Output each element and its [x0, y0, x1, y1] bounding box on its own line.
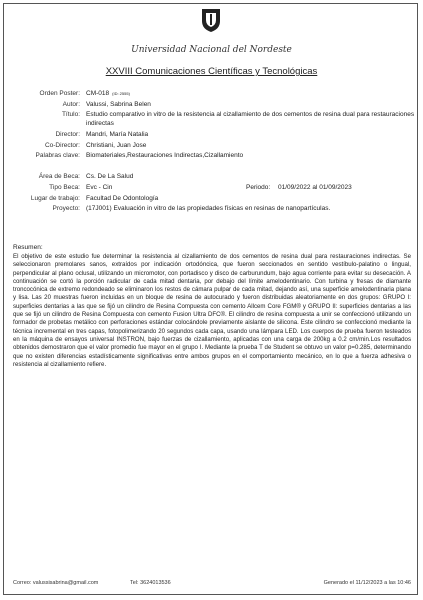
co-director-value: Christiani, Juan Jose — [86, 142, 147, 149]
footer-tel: Tel: 3624013536 — [130, 580, 171, 586]
resumen-label: Resumen: — [13, 244, 43, 251]
event-title: XXVIII Comunicaciones Científicas y Tecnológicas — [105, 66, 318, 77]
area-beca-label: Área de Beca: — [38, 173, 80, 180]
titulo-value: Estudio comparativo in vitro de la resistencia al cizallamiento de dos cementos de resina dual para restauraciones indirectas — [86, 111, 415, 127]
resumen-text: El objetivo de este estudio fue determinar la resistencia al cizallamiento de dos cementos de resina dual para restauraciones indirectas. Se seleccionaron premolares sanos, extraídos por indicación ortodóncica, que fueron seccionados en sentido vestíbulo-palatino o lingual, perpendicular al plano oclusal, utilizando un micromotor, con portadisco y disco de carburundum, bajo agua corriente para evitar su desecación. A continuación se cortó la porción radicular de cada mitad dentaria, por debajo del límite amelodentinario. Con turbina y fresas de diamante troncocónica de extremo redondeado se eliminaron los restos de cámara pulpar de cada mitad, dejando así, una superficie amelodentinaria plana y lisa. Las 20 muestras fueron incluidas en un bloque de resina de autocurado y fueron distribuidas aleatoriamente en dos grupos: GRUPO I: superficies dentarias a las que se fijó un cilindro de Resina Compuesta con cemento Allcem Core FGM® y GRUPO II: superficies dentarias a las que se fijó un cilindro de Resina Compuesta con cemento Fusion Ultra DFC®. El cilindro de resina compuesta a unir se confeccionó utilizando un formador de probetas metálico con perforaciones estándar colocándole previamente aislante de silicona. Este cilindro se confeccionó mediante la técnica incremental en tres capas, fotopolimerizando 20 segundos cada capa, usando una lámpara LED. Los cuerpos de prueba fueron testeados en la máquina de ensayos universal INSTRON, bajo fuerzas de cizallamiento, aplicadas con una carga de 200kg a 0.2 cm/min.Los resultados obtenidos demostraron que el valor promedio fue mayor en el grupo I. Mediante la prueba T de Student se obtuvo un valor p=0.285, determinando que no existen diferencias estadísticamente significativas entre ambos grupos en el comportamiento mecánico, en lo que a fuerza adhesiva o resistencia al cizallamiento refiere. — [13, 253, 411, 368]
footer-generado: Generado el 11/12/2023 a las 10:46 — [323, 580, 411, 586]
university-logo — [200, 7, 222, 33]
palabras-clave-label: Palabras clave: — [35, 152, 80, 159]
orden-poster-label: Orden Poster: — [39, 90, 80, 97]
proyecto-value: (17J001) Evaluación in vitro de las propiedades físicas en resinas de nanopartículas. — [86, 205, 331, 212]
poster-id: (ID: 2555) — [112, 91, 130, 96]
co-director-label: Co-Director: — [44, 142, 80, 149]
university-name: Universidad Nacional del Nordeste — [131, 45, 292, 55]
director-value: Mandri, María Natalia — [86, 131, 149, 138]
footer-correo: Correo: valussisabrina@gmail.com — [13, 580, 99, 586]
autor-value: Valussi, Sabrina Belen — [86, 101, 151, 108]
director-label: Director: — [55, 131, 80, 138]
tipo-beca-value: Evc - Cin — [86, 184, 113, 191]
proyecto-label: Proyecto: — [52, 205, 80, 212]
lugar-trabajo-value: Facultad De Odontología — [86, 195, 159, 202]
orden-poster-value: CM-018 (ID: 2555) — [86, 90, 130, 97]
periodo-label: Periodo: — [246, 184, 271, 191]
area-beca-value: Cs. De La Salud — [86, 173, 134, 180]
autor-label: Autor: — [62, 101, 80, 108]
palabras-clave-value: Biomateriales,Restauraciones Indirectas,Cizallamiento — [86, 152, 244, 159]
titulo-label: Título: — [61, 111, 80, 118]
lugar-trabajo-label: Lugar de trabajo: — [30, 195, 80, 202]
periodo-value: 01/09/2022 al 01/09/2023 — [278, 184, 352, 191]
tipo-beca-label: Tipo Beca: — [49, 184, 80, 191]
